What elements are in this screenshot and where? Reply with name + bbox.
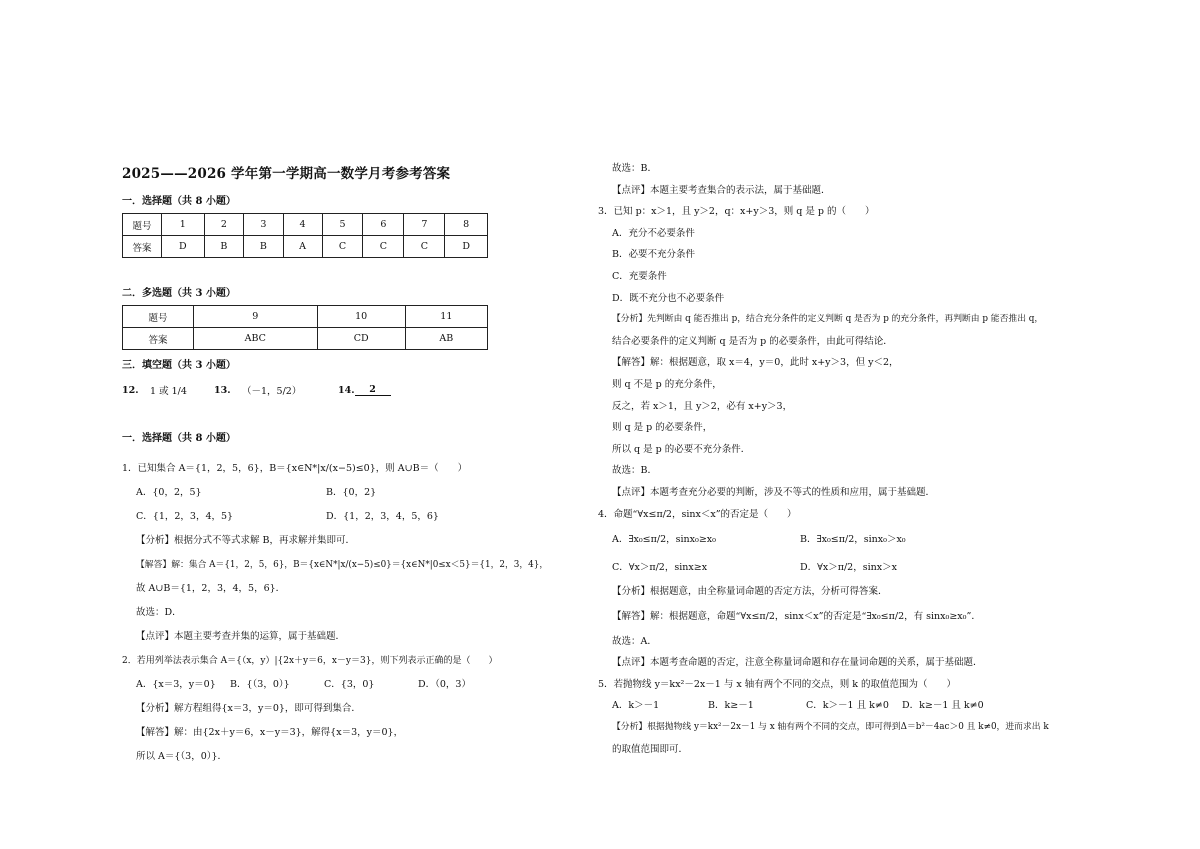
q5-analysis-1: 【分析】根据抛物线 y＝kx²－2x－1 与 x 轴有两个不同的交点，即可得到Δ＝b²－4ac＞0 且 k≠0，进而求出 k <box>612 722 1049 733</box>
q5-option-b: B．k≥－1 <box>708 700 754 712</box>
q1-choose: 故选：D． <box>136 607 182 618</box>
table-cell: CD <box>317 328 405 350</box>
table-row <box>123 306 488 328</box>
choice-answer-table <box>122 213 488 258</box>
table-cell: ABC <box>194 328 318 350</box>
table-cell: B <box>204 236 243 258</box>
q3-analysis-1: 【分析】先判断由 q 能否推出 p，结合充分条件的定义判断 q 是否为 p 的充分条件，再判断由 p 能否推出 q， <box>612 314 1044 325</box>
q2-options-row <box>122 673 494 697</box>
q5-options-row <box>612 695 1082 717</box>
table-cell: C <box>363 236 404 258</box>
fill-answers-row <box>122 383 494 397</box>
question-5 <box>598 674 1082 760</box>
q4-solution: 【解答】解：根据题意，命题“∀x≤π/2，sinx＜x”的否定是“∃x₀≤π/2，有 sinx₀≥x₀”． <box>612 610 981 622</box>
q3-stem: 3．已知 p：x＞1，且 y＞2，q：x+y＞3，则 q 是 p 的（ ） <box>598 206 875 218</box>
table-cell: 题号 <box>123 214 162 236</box>
table-cell: 答案 <box>123 236 162 258</box>
question-3 <box>598 201 1082 503</box>
q2-stem: 2．若用列举法表示集合 A＝{（x，y）|{2x＋y＝6，x－y＝3}，则下列表示正确的是（ ） <box>122 656 498 666</box>
table-cell: 2 <box>204 214 243 236</box>
q3-option-a: A．充分不必要条件 <box>612 227 695 239</box>
table-cell: 答案 <box>123 328 194 350</box>
section-fill-heading: 三．填空题（共 3 小题） <box>122 360 236 371</box>
table-cell: C <box>322 236 363 258</box>
q2-option-c: C．{3，0} <box>324 679 375 690</box>
q2-option-b: B．{（3，0）} <box>230 679 290 690</box>
table-cell: 1 <box>162 214 205 236</box>
q1-stem: 1．已知集合 A＝{1，2，5，6}，B＝{x∈N*|x/(x−5)≤0}，则 A∪B＝（ ） <box>122 463 468 474</box>
section-choice-detail-heading: 一．选择题（共 8 小题） <box>122 433 236 444</box>
q5-option-a: A．k＞－1 <box>612 700 660 712</box>
q3-comment: 【点评】本题考查充分必要的判断，涉及不等式的性质和应用，属于基础题． <box>612 486 936 498</box>
table-row <box>123 236 488 258</box>
section-multi-heading: 二．多选题（共 3 小题） <box>122 288 236 299</box>
table-cell: C <box>404 236 445 258</box>
left-column <box>122 162 549 769</box>
q5-analysis-2: 的取值范围即可． <box>612 743 689 755</box>
table-row <box>123 328 488 350</box>
table-cell: AB <box>405 328 487 350</box>
q12-answer: 1 或 1/4 <box>150 386 187 397</box>
q4-stem: 4．命题“∀x≤π/2，sinx＜x”的否定是（ ） <box>598 508 797 520</box>
q4-options-row-1 <box>612 525 1082 555</box>
table-cell: 10 <box>317 306 405 328</box>
q4-comment: 【点评】本题考查命题的否定，注意全称量词命题和存在量词命题的关系，属于基础题． <box>612 657 983 669</box>
q1-option-c: C．{1，2，3，4，5} <box>136 511 234 522</box>
table-cell: 3 <box>244 214 283 236</box>
q3-option-c: C．充要条件 <box>612 270 667 282</box>
q1-options-row-1 <box>122 481 494 505</box>
q3-solution-2: 则 q 不是 p 的充分条件， <box>612 378 722 390</box>
q3-solution-3: 反之，若 x＞1，且 y＞2，必有 x+y＞3， <box>612 400 793 412</box>
q4-choose: 故选：A． <box>612 635 657 647</box>
table-cell: 4 <box>283 214 322 236</box>
table-cell: 11 <box>405 306 487 328</box>
table-cell: 6 <box>363 214 404 236</box>
right-column <box>598 158 1082 760</box>
q2-analysis: 【分析】解方程组得{x＝3，y＝0}，即可得到集合． <box>136 703 361 714</box>
q13-number: 13. <box>214 384 231 396</box>
q1-option-a: A．{0，2，5} <box>136 487 202 498</box>
q5-stem: 5．若抛物线 y＝kx²－2x－1 与 x 轴有两个不同的交点，则 k 的取值范围为（ ） <box>598 678 957 690</box>
table-cell: 9 <box>194 306 318 328</box>
q2-result: 所以 A＝{（3，0）}． <box>136 751 228 762</box>
table-cell: D <box>162 236 205 258</box>
q1-options-row-2 <box>122 505 494 529</box>
table-cell: D <box>445 236 488 258</box>
table-cell: A <box>283 236 322 258</box>
q2-solution: 【解答】解：由{2x＋y＝6，x－y＝3}，解得{x＝3，y＝0}， <box>136 727 404 738</box>
q1-option-d: D．{1，2，3，4，5，6} <box>326 511 439 522</box>
question-1 <box>122 457 549 649</box>
q2-option-d: D．（0，3） <box>418 679 471 690</box>
table-cell: 5 <box>322 214 363 236</box>
q5-option-d: D．k≥－1 且 k≠0 <box>902 700 984 712</box>
q14-number: 14. <box>338 384 355 396</box>
q2-comment: 【点评】本题主要考查集合的表示法，属于基础题． <box>612 184 831 196</box>
q14-answer: 2 <box>355 384 391 396</box>
question-4 <box>598 504 1082 674</box>
q12-number: 12. <box>122 384 139 396</box>
q3-option-d: D．既不充分也不必要条件 <box>612 292 725 304</box>
table-row <box>123 214 488 236</box>
q5-option-c: C．k＞－1 且 k≠0 <box>806 700 889 712</box>
q2-choose: 故选：B． <box>612 163 657 174</box>
q3-choose: 故选：B． <box>612 465 657 477</box>
page-title: 2025——2026 学年第一学期高一数学月考参考答案 <box>122 166 451 182</box>
question-2 <box>122 649 498 769</box>
q4-option-d: D．∀x＞π/2，sinx＞x <box>800 562 897 574</box>
q1-union: 故 A∪B＝{1，2，3，4，5，6}． <box>136 583 286 594</box>
q3-option-b: B．必要不充分条件 <box>612 249 695 261</box>
q3-solution-5: 所以 q 是 p 的必要不充分条件． <box>612 443 751 455</box>
table-cell: B <box>244 236 283 258</box>
section-choice-heading: 一．选择题（共 8 小题） <box>122 196 236 207</box>
q3-solution-4: 则 q 是 p 的必要条件， <box>612 422 713 434</box>
table-cell: 8 <box>445 214 488 236</box>
q3-solution: 【解答】解：根据题意，取 x＝4，y＝0，此时 x+y＞3，但 y＜2， <box>612 357 899 369</box>
q1-comment: 【点评】本题主要考查并集的运算，属于基础题． <box>136 631 346 642</box>
q4-option-a: A．∃x₀≤π/2，sinx₀≥x₀ <box>612 534 716 546</box>
table-cell: 7 <box>404 214 445 236</box>
q1-solution: 【解答】解：集合 A＝{1，2，5，6}，B＝{x∈N*|x/(x−5)≤0}＝{x∈N*|0≤x＜5}＝{1，2，3，4}， <box>136 560 549 570</box>
multi-answer-table <box>122 305 488 350</box>
q1-option-b: B．{0，2} <box>326 487 377 498</box>
q4-options-row-2 <box>612 555 1082 581</box>
q4-analysis: 【分析】根据题意，由全称量词命题的否定方法，分析可得答案． <box>612 586 888 598</box>
q2-option-a: A．{x＝3，y＝0} <box>136 679 216 690</box>
table-cell: 题号 <box>123 306 194 328</box>
q4-option-b: B．∃x₀≤π/2，sinx₀＞x₀ <box>800 534 906 546</box>
q1-analysis: 【分析】根据分式不等式求解 B，再求解并集即可． <box>136 535 356 546</box>
q4-option-c: C．∀x＞π/2，sinx≥x <box>612 562 708 574</box>
q3-analysis-2: 结合必要条件的定义判断 q 是否为 p 的必要条件，由此可得结论． <box>612 335 893 347</box>
q13-answer: （－1，5/2） <box>242 386 302 397</box>
